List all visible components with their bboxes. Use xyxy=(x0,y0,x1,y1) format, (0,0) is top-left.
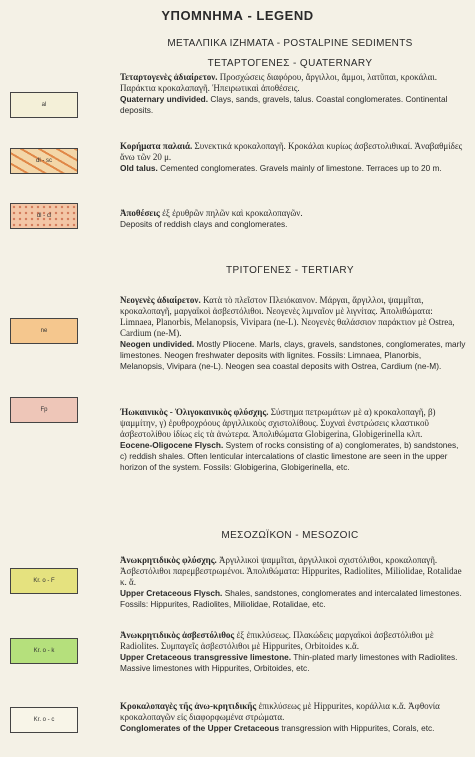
legend-title: ΥΠΟΜΝΗΜΑ - LEGEND xyxy=(161,8,314,23)
legend-subtitle: ΜΕΤΑΛΠΙΚΑ ΙΖΗΜΑΤΑ - POSTALPINE SEDIMENTS xyxy=(167,38,413,49)
swatch-fp: Fp xyxy=(10,397,78,423)
entry-greek-title: Ἀποθέσεις xyxy=(120,208,160,218)
swatch-ne: ne xyxy=(10,318,78,344)
legend-entry-ne xyxy=(120,295,467,372)
entry-english-text: Clays, sands, gravels, talus. Coastal conglomerates. Continental deposits. xyxy=(120,94,448,115)
swatch-kr-o-c: Kr. o - c xyxy=(10,707,78,733)
legend-entry-kr-o-f xyxy=(120,555,467,610)
entry-english-text: Cemented conglomerates. Gravels mainly of limestone. Terraces up to 20 m. xyxy=(160,163,442,173)
entry-greek-text: Προσχώσεις διαφόρου, ἄργιλλοι, ἄμμοι, λατῦπαι, κροκάλαι. Παράκτια κροκαλαπαγῆ. Ἠπειρωτικαὶ ἀποθέσεις. xyxy=(120,72,438,93)
entry-greek-title: Ἀνωκρητιδικὸς φλύσχης. xyxy=(120,555,217,565)
entry-english-title: Old talus. xyxy=(120,163,158,173)
swatch-al: al xyxy=(10,92,78,118)
legend-entry-kr-o-c xyxy=(120,701,467,734)
entry-greek-text: Ἀργιλλικοὶ ψαμμῖται, ἀργιλλικοὶ σχιστόλιθοι, κροκαλοπαγῆ. Ἀσβεστόλιθοι παρεμβεστρωμένοι. Ἀπολιθώματα: Hippurites, Radiolites, Miliolidae, Rotalidae κ. ἄ. xyxy=(120,555,462,587)
entry-greek-text: Σύστημα πετρωμάτων μὲ α) κροκαλοπαγῆ, β) ψαμμίτην, γ) ἐρυθροχρόους ἀργιλλικοὺς σχιστολίθους. Συχναὶ ἐνστρώσεις κλαστικοῦ ἀσβεστολίθου ἰδίως εἰς τὰ ἀνώτερα. Ἀπολιθώματα Globigerina, Globigerinella κλπ. xyxy=(120,407,436,439)
swatch-kr-o-f: Kr. o - F xyxy=(10,568,78,594)
entry-greek-text: ἐπικλύσεως μὲ Hippurites, κοράλλια κ.ἄ. Ἀφθονία κροκαλοπαγῶν εἰς διαφορφωμένα στρώματα. xyxy=(120,701,440,722)
entry-greek-title: Κορήματα παλαιά. xyxy=(120,141,193,151)
entry-english-text: Deposits of reddish clays and conglomerates. xyxy=(120,219,288,229)
section-quaternary: ΤΕΤΑΡΤΟΓΕΝΕΣ - QUATERNARY xyxy=(207,58,373,69)
swatch-dl-cl: dl - cl xyxy=(10,203,78,229)
entry-english-text: Thin-plated marly limestones with Radiolites. Massive limestones with Hippurites, Orbitoides, etc. xyxy=(120,652,458,673)
entry-english-text: Mostly Pliocene. Marls, clays, gravels, sandstones, conglomerates, marly limestones. Neogen freshwater deposits with lignites. Fossils: Limnaea, Planorbis, Melanopsis, Vivipara (ne-L). Neogen sea coastal deposits with Ostrea, Cardium (ne-M). xyxy=(120,339,466,371)
legend-entry-dl-cl xyxy=(120,208,467,230)
entry-english-title: Quaternary undivided. xyxy=(120,94,209,104)
entry-greek-title: Τεταρτογενὲς ἀδιαίρετον. xyxy=(120,72,218,82)
entry-greek-text: Κατὰ τὸ πλεῖστον Πλειόκαινον. Μάργαι, ἄργιλλοι, ψαμμῖται, κροκαλοπαγῆ, μαργαϊκοὶ ἀσβεστόλιθοι. Νεογενὲς λιμναῖον μὲ λιγνίτας. Ἀπολιθώματα: Limnaea, Planorbis, Melanopsis, Vivipara (ne-L). Νεογενὲς θαλάσσιον παράκτιον μὲ Ostrea, Cardium (ne-M). xyxy=(120,295,455,338)
entry-greek-title: Ἀνωκρητιδικὸς ἀσβεστόλιθος xyxy=(120,630,235,640)
entry-english-title: Eocene-Oligocene Flysch. xyxy=(120,440,224,450)
entry-english-title: Upper Cretaceous Flysch. xyxy=(120,588,223,598)
entry-greek-text: Συνεκτικά κροκαλοπαγῆ. Κροκάλαι κυρίως ἀσβεστολιθικαί. Ἀναβαθμίδες ἄνω τῶν 20 μ. xyxy=(120,141,463,162)
entry-english-title: Neogen undivided. xyxy=(120,339,195,349)
entry-greek-text: ἐξ ἐρυθρῶν πηλῶν καὶ κροκαλοπαγῶν. xyxy=(162,208,303,218)
section-mesozoic: ΜΕΣΟΖΩΪΚΟΝ - MESOZOIC xyxy=(221,530,359,541)
section-tertiary: ΤΡΙΤΟΓΕΝΕΣ - TERTIARY xyxy=(226,265,354,276)
entry-english-text: Shales, sandstones, conglomerates and intercalated limestones. Fossils: Hippurites, Radiolites, Miliolidae, Rotalidae, etc. xyxy=(120,588,462,609)
legend-entry-dl-sc xyxy=(120,141,467,174)
swatch-kr-o-k: Kr. o - k xyxy=(10,638,78,664)
entry-english-text: System of rocks consisting of a) conglomerates, b) sandstones, c) reddish shales. Often lenticular intercalations of clastic limestone are seen in the upper horizon of the system. Fossils: Globigerina, Globigerinella, etc. xyxy=(120,440,459,472)
legend-entry-al xyxy=(120,72,467,116)
legend-entry-kr-o-k xyxy=(120,630,467,674)
entry-english-title: Upper Cretaceous transgressive limestone. xyxy=(120,652,292,662)
entry-english-title: Conglomerates of the Upper Cretaceous xyxy=(120,723,280,733)
entry-greek-text: ἐξ ἐπικλύσεως. Πλακώδεις μαργαϊκοὶ ἀσβεστόλιθοι μὲ Radiolites. Συμπαγεῖς ἀσβεστόλιθοι μὲ Hippurites, Orbitoides κ.ἄ. xyxy=(120,630,434,651)
entry-english-text: transgression with Hippurites, Corals, etc. xyxy=(281,723,435,733)
entry-greek-title: Ἠωκαινικὸς - Ὀλιγοκαινικὸς φλύσχης. xyxy=(120,407,269,417)
legend-entry-fp xyxy=(120,407,467,473)
entry-greek-title: Νεογενὲς ἀδιαίρετον. xyxy=(120,295,201,305)
entry-greek-title: Κροκαλοπαγὲς τῆς ἀνω-κρητιδικῆς xyxy=(120,701,257,711)
swatch-dl-sc: dl - sc xyxy=(10,148,78,174)
